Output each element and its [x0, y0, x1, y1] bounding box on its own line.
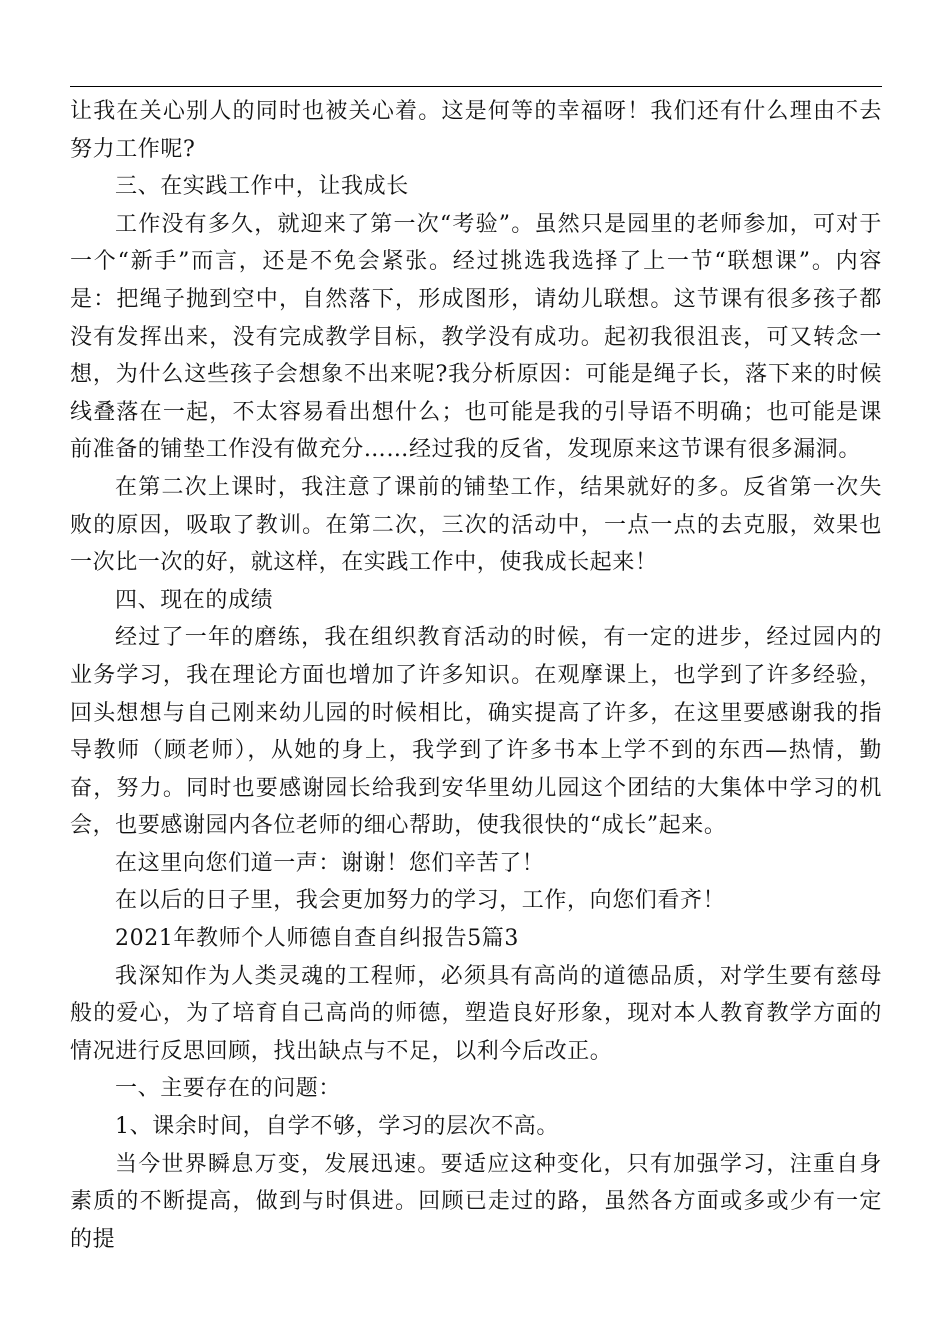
section-heading-3: 三、在实践工作中，让我成长	[115, 174, 409, 200]
document-body	[70, 93, 882, 1258]
document-page	[70, 0, 882, 1344]
report-title: 2021年教师个人师德自查自纠报告5篇3	[115, 926, 519, 952]
list-item: 1、课余时间，自学不够，学习的层次不高。	[115, 1114, 559, 1140]
header-rule	[70, 86, 882, 87]
paragraph-continuation: 让我在关心别人的同时也被关心着。这是何等的幸福呀！我们还有什么理由不去努力工作呢?	[70, 99, 882, 162]
paragraph: 工作没有多久，就迎来了第一次“考验”。虽然只是园里的老师参加，可对于一个“新手”而言，还是不免会紧张。经过挑选我选择了上一节“联想课”。内容是：把绳子抛到空中，自然落下，形成图形，请幼儿联想。这节课有很多孩子都没有发挥出来，没有完成教学目标，教学没有成功。起初我很沮丧，可又转念一想，为什么这些孩子会想象不出来呢?我分析原因：可能是绳子长，落下来的时候线叠落在一起，不太容易看出想什么；也可能是我的引导语不明确；也可能是课前准备的铺垫工作没有做充分……经过我的反省，发现原来这节课有很多漏洞。	[70, 211, 882, 463]
paragraph: 在第二次上课时，我注意了课前的铺垫工作，结果就好的多。反省第一次失败的原因，吸取了教训。在第二次，三次的活动中，一点一点的去克服，效果也一次比一次的好，就这样，在实践工作中，使我成长起来！	[70, 474, 882, 576]
section-heading-1: 一、主要存在的问题：	[115, 1076, 342, 1102]
paragraph: 我深知作为人类灵魂的工程师，必须具有高尚的道德品质，对学生要有慈母般的爱心，为了培育自己高尚的师德，塑造良好形象，现对本人教育教学方面的情况进行反思回顾，找出缺点与不足，以利今后改正。	[70, 963, 882, 1064]
paragraph: 在这里向您们道一声：谢谢！您们辛苦了！	[115, 850, 545, 876]
section-heading-4: 四、现在的成绩	[115, 587, 274, 613]
paragraph: 经过了一年的磨练，我在组织教育活动的时候，有一定的进步，经过园内的业务学习，我在理论方面也增加了许多知识。在观摩课上，也学到了许多经验，回头想想与自己刚来幼儿园的时候相比，确实提高了许多，在这里要感谢我的指导教师（顾老师），从她的身上，我学到了许多书本上学不到的东西—热情，勤奋，努力。同时也要感谢园长给我到安华里幼儿园这个团结的大集体中学习的机会，也要感谢园内各位老师的细心帮助，使我很快的“成长”起来。	[70, 625, 882, 839]
paragraph: 在以后的日子里，我会更加努力的学习，工作，向您们看齐！	[115, 888, 726, 914]
paragraph: 当今世界瞬息万变，发展迅速。要适应这种变化，只有加强学习，注重自身素质的不断提高，做到与时俱进。回顾已走过的路，虽然各方面或多或少有一定的提	[70, 1151, 882, 1252]
